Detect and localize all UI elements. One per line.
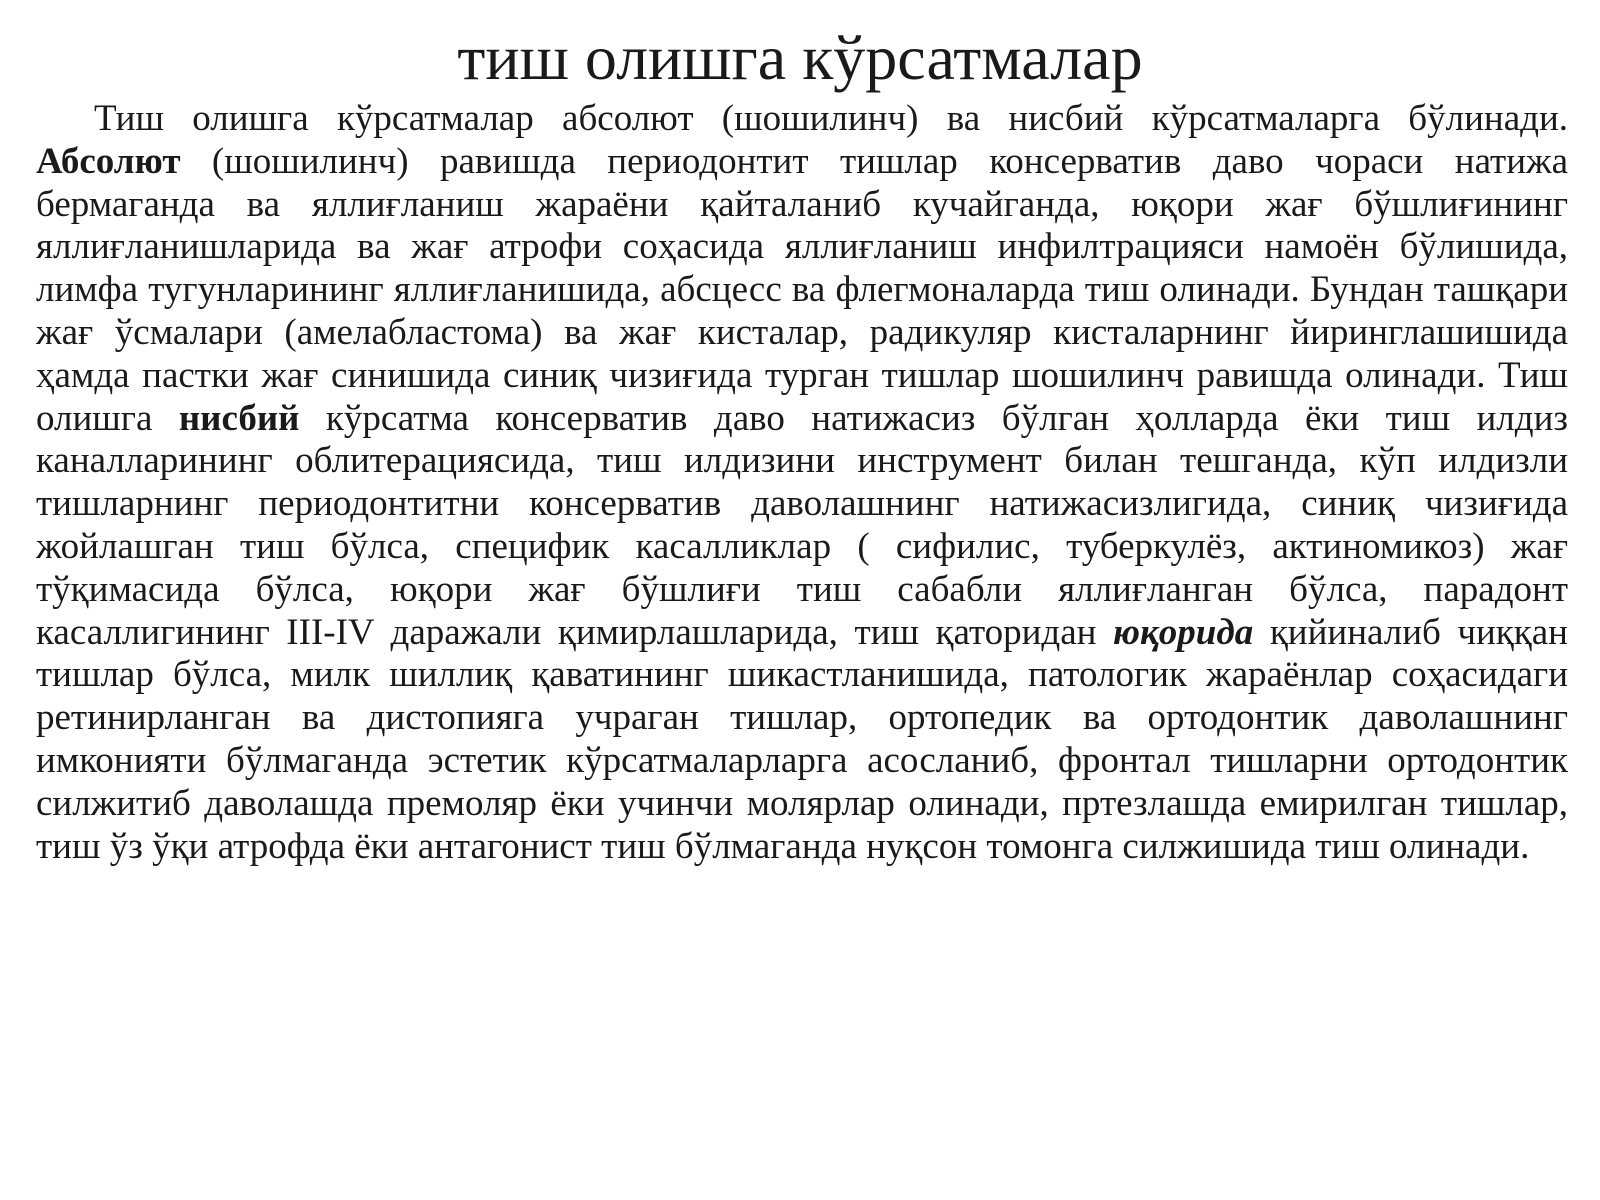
body-text-segment: қийиналиб чиққан тишлар бўлса, милк шиллиқ қаватининг шикастланишида, патологик жараёнлар соҳасидаги ретинирланган ва дистопияга учраган тишлар, ортопедик ва ортодонтик даволашнинг имконияти бўлмаганда эстетик кўрсатмаларларга асосланиб, фронтал тишларни ортодонтик силжитиб даволашда премоляр ёки учинчи молярлар олинади, пртезлашда емирилган тишлар, тиш ўз ўқи атрофда ёки антагонист тиш бўлмаганда нуқсон томонга силжишида тиш олинади. — [36, 611, 1568, 867]
slide-body-paragraph — [36, 98, 1568, 868]
bold-term-absolute: Абсолют — [36, 140, 181, 182]
body-text-segment: Тиш олишга кўрсатмалар абсолют (шошилинч) ва нисбий кўрсатмаларга бўлинади. — [94, 98, 1568, 139]
body-text-segment: (шошилинч) равишда периодонтит тишлар консерватив даво чораси натижа бермаганда ва яллиғланиш жараёни қайталаниб кучайганда, юқори жағ бўшлиғининг яллиғланишларида ва жағ атрофи соҳасида яллиғланиш инфилтрацияси намоён бўлишида, лимфа тугунларининг яллиғланишида, абсцесс ва флегмоналарда тиш олинади. Бундан ташқари жағ ўсмалари (амелабластома) ва жағ кисталар, радикуляр кисталарнинг йиринглашишида ҳамда пастки жағ синишида синиқ чизиғида турган тишлар шошилинч равишда олинади. Тиш олишга — [36, 140, 1568, 439]
bold-italic-term-above: юқорида — [1113, 611, 1254, 653]
slide-title: тиш олишга кўрсатмалар — [457, 22, 1143, 93]
bold-term-relative: нисбий — [178, 397, 300, 439]
body-text-segment: кўрсатма консерватив даво натижасиз бўлган ҳолларда ёки тиш илдиз каналларининг облитерациясида, тиш илдизини инструмент билан тешганда, кўп илдизли тишларнинг периодонтитни консерватив даволашнинг натижасизлигида, синиқ чизиғида жойлашган тиш бўлса, специфик касалликлар ( сифилис, туберкулёз, актиномикоз) жағ тўқимасида бўлса, юқори жағ бўшлиғи тиш сабабли яллиғланган бўлса, парадонт касаллигининг III-IV даражали қимирлашларида, тиш қаторидан — [36, 397, 1569, 653]
